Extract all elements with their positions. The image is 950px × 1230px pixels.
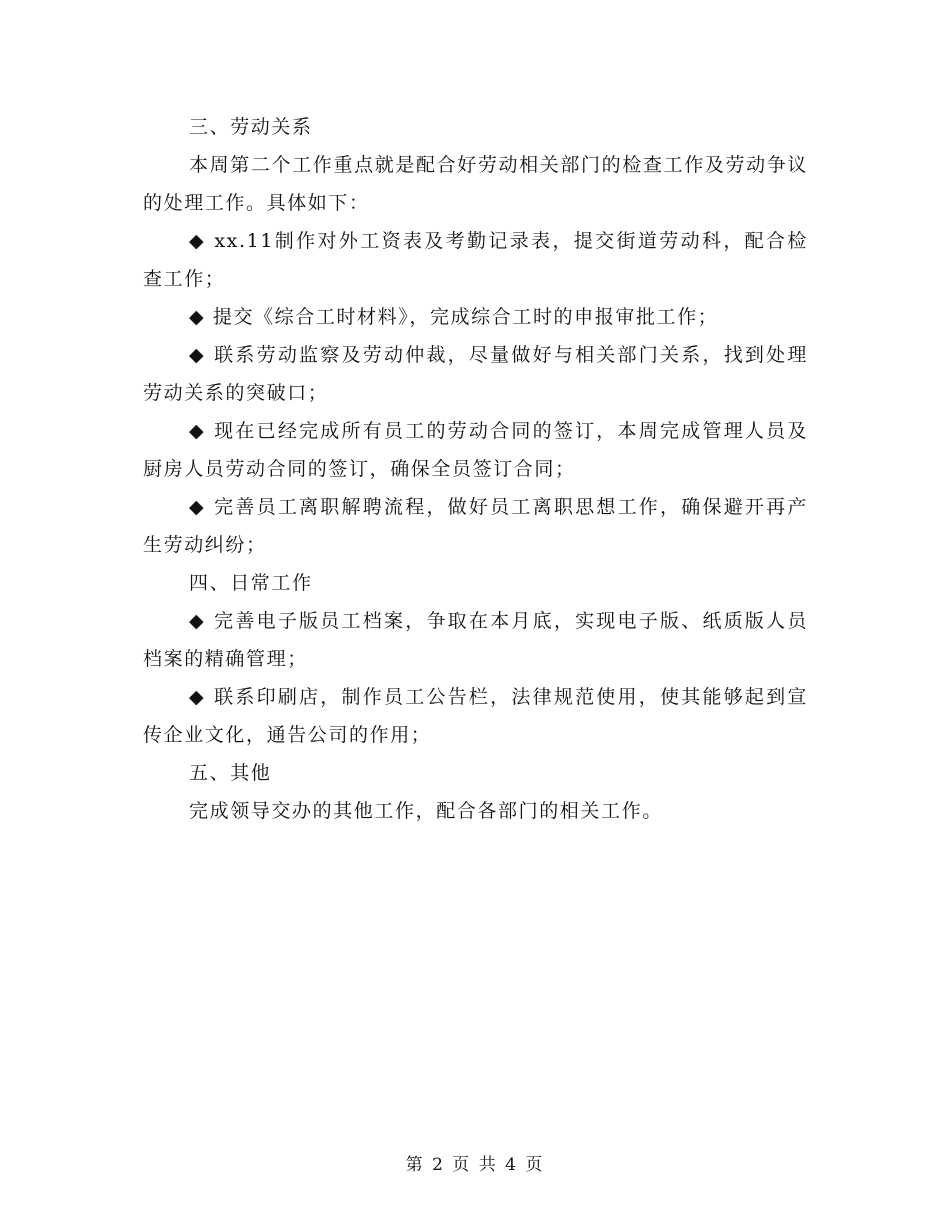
paragraph-intro: 本周第二个工作重点就是配合好劳动相关部门的检查工作及劳动争议的处理工作。具体如下： — [143, 154, 808, 214]
section-heading-labor-relations: 三、劳动关系 — [189, 116, 313, 138]
document-body — [143, 108, 808, 830]
list-item: ◆ 联系劳动监察及劳动仲裁，尽量做好与相关部门关系，找到处理劳动关系的突破口； — [143, 344, 808, 404]
section-heading-daily-work: 四、日常工作 — [189, 572, 313, 594]
paragraph-closing: 完成领导交办的其他工作，配合各部门的相关工作。 — [189, 800, 663, 822]
list-item: ◆ 现在已经完成所有员工的劳动合同的签订，本周完成管理人员及厨房人员劳动合同的签订，确保全员签订合同； — [143, 420, 808, 480]
list-item: ◆ xx.11制作对外工资表及考勤记录表，提交街道劳动科，配合检查工作； — [143, 230, 808, 290]
page-number-footer: 第 2 页 共 4 页 — [405, 1155, 545, 1175]
list-item: ◆ 完善员工离职解聘流程，做好员工离职思想工作，确保避开再产生劳动纠纷； — [143, 496, 808, 556]
list-item: ◆ 完善电子版员工档案，争取在本月底，实现电子版、纸质版人员档案的精确管理； — [143, 610, 808, 670]
list-item: ◆ 提交《综合工时材料》，完成综合工时的申报审批工作； — [189, 306, 719, 328]
list-item: ◆ 联系印刷店，制作员工公告栏，法律规范使用，使其能够起到宣传企业文化，通告公司的作用； — [143, 686, 808, 746]
section-heading-other: 五、其他 — [189, 762, 272, 784]
